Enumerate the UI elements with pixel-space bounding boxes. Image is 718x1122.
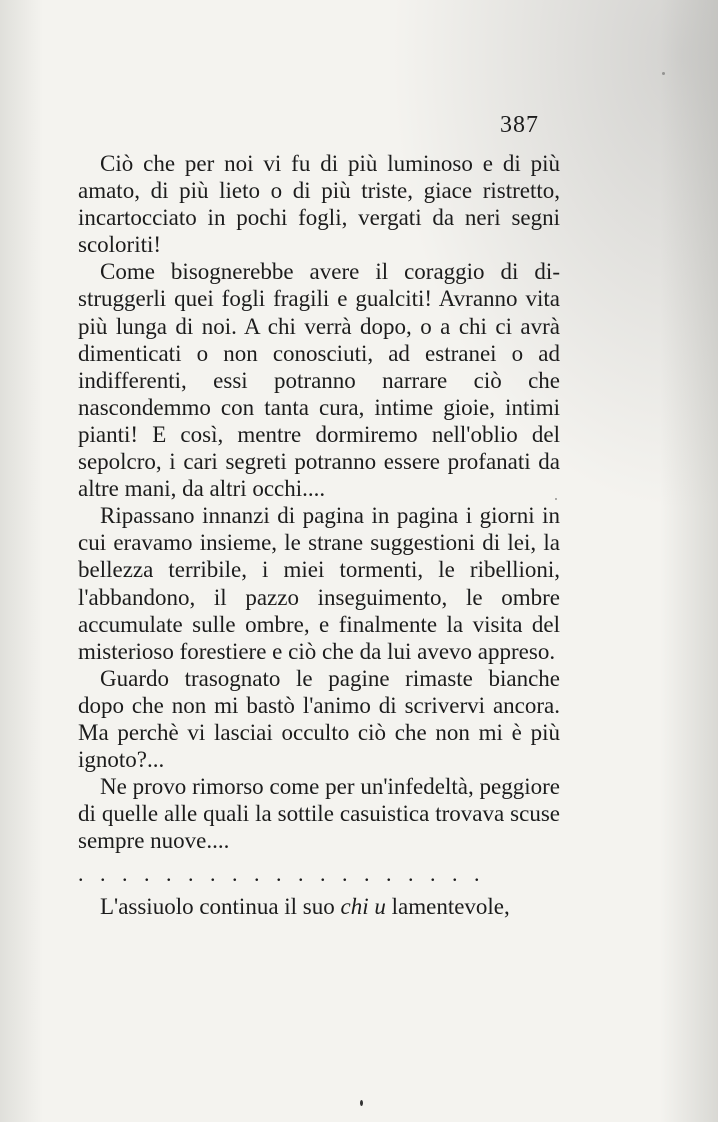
section-separator: ................... [78,861,496,887]
last-line [78,893,560,920]
page-number: 387 [500,112,539,138]
paper-speck [360,1100,363,1106]
paragraph-1: Ciò che per noi vi fu di più luminoso e di più amato, di più lieto o di più triste, giace ristretto, incartocciato in pochi fogli, vergati da neri segni scoloriti! [78,151,560,258]
paragraph-4: Guardo trasognato le pagine rimaste bianche dopo che non mi bastò l'animo di scrivervi ancora. Ma perchè vi lasciai occulto ciò che non mi è più ignoto?... [78,665,560,773]
paper-speck [662,72,665,75]
last-line-start: L'assiuolo continua il suo [100,894,341,920]
paragraph-3: Ripassano innanzi di pagina in pagina i giorni in cui eravamo insieme, le strane suggestioni di lei, la bellezza terribile, i miei tormenti, le ribellioni, l'abbandono, il pazzo inseguimento, le ombre accumulate sulle ombre, e finalmente la visita del misterioso forestiere e ciò che da lui avevo appreso. [78,503,560,664]
last-line-italic: chi u [340,894,386,920]
paragraph-5: Ne provo rimorso come per un'infedeltà, peggiore di quelle alle quali la sottile casuistica trovava scuse sempre nuove.... [78,774,560,854]
paper-speck [555,498,557,500]
paragraph-2: Come bisognerebbe avere il coraggio di distruggerli quei fogli fragili e gualciti! Avranno vita più lunga di noi. A chi verrà dopo, o a chi ci avrà dimenticati o non conosciuti, ad estranei o ad indifferenti, essi potranno narrare ciò che nascondemmo con tanta cura, intime gioie, intimi pianti! E così, mentre dormiremo nell'oblio del sepolcro, i cari segreti potranno essere profanati da altre mani, da altri occhi.... [78,259,560,502]
body-text [78,150,560,921]
last-line-end: lamentevole, [385,894,510,920]
